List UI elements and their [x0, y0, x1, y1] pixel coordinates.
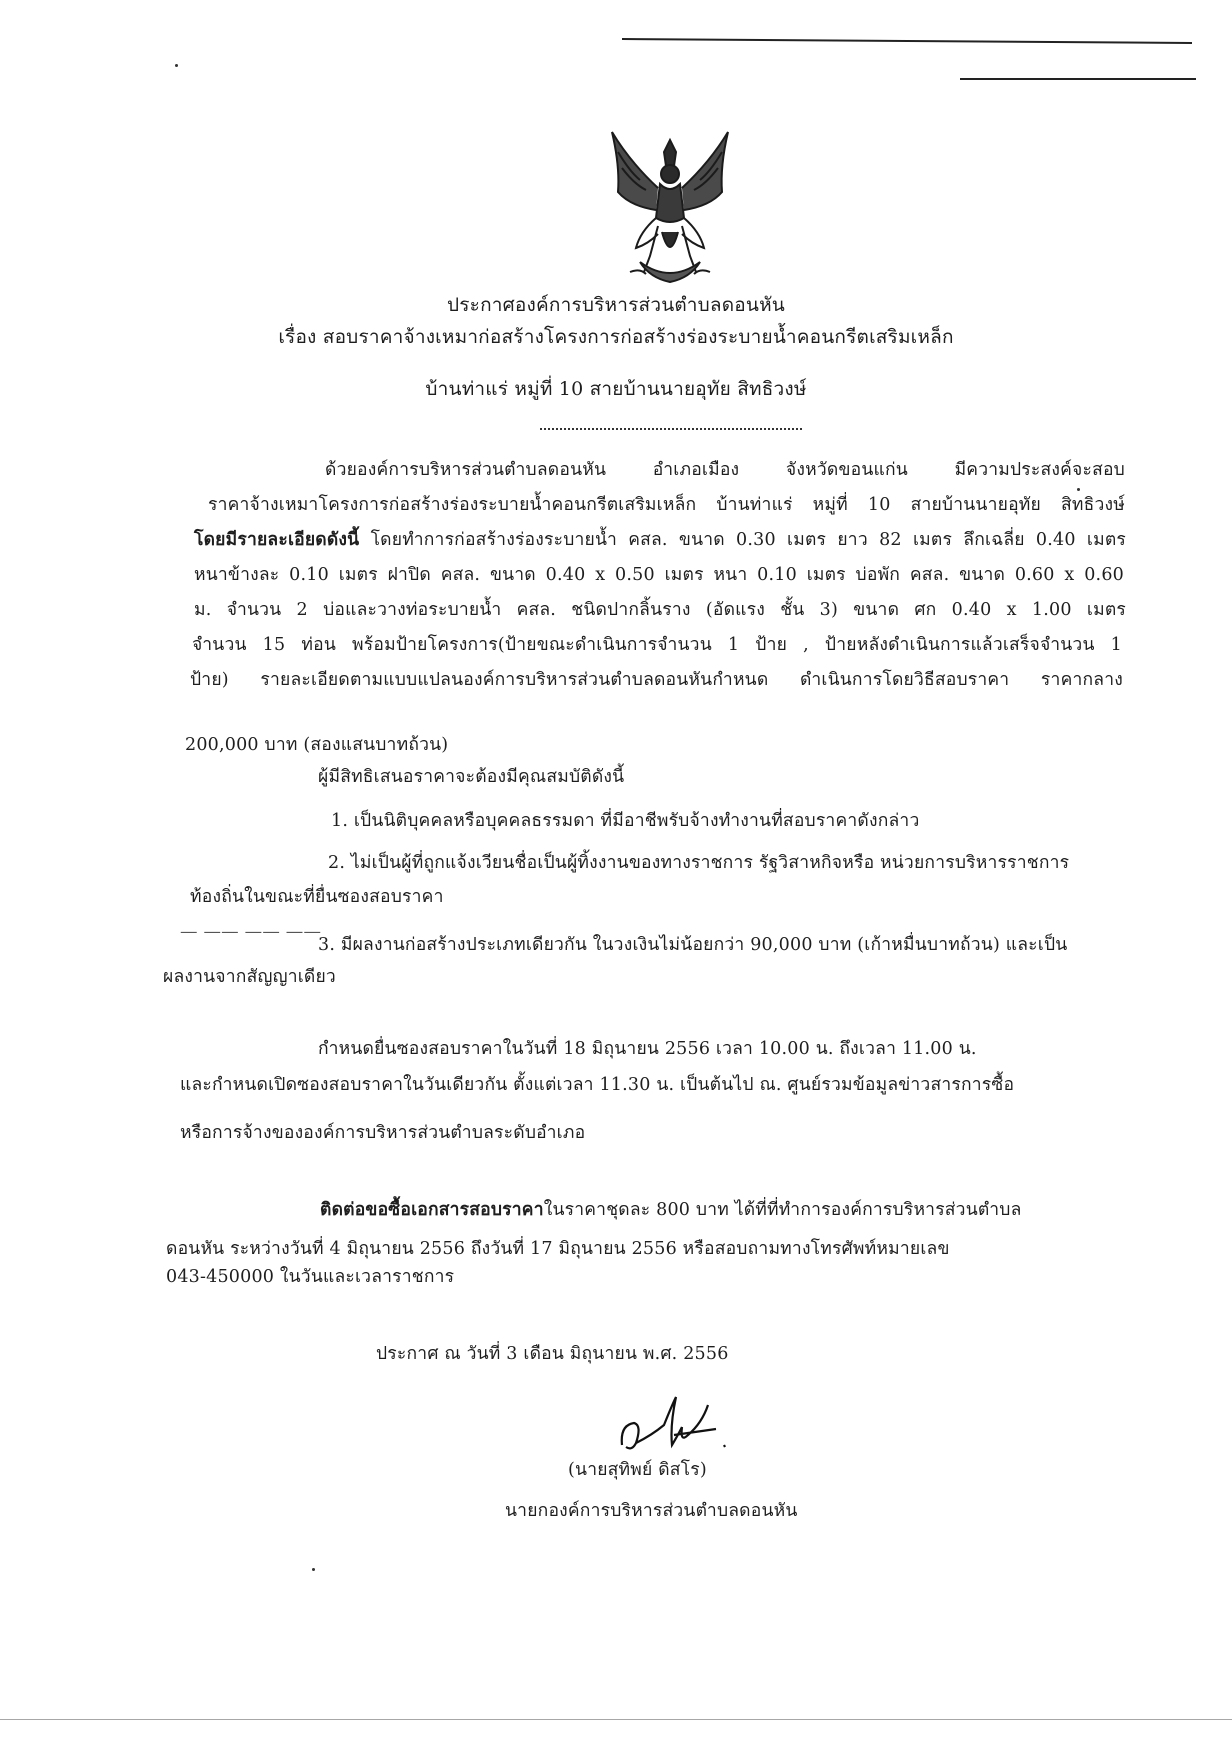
dash-mark: — —— —— —— [180, 922, 322, 942]
para2-line: หรือการจ้างขององค์การบริหารส่วนตำบลระดับอำเภอ [180, 1123, 586, 1143]
announcement-date: ประกาศ ณ วันที่ 3 เดือน มิถุนายน พ.ศ. 2556 [376, 1344, 729, 1364]
bottom-scan-rule [0, 1719, 1232, 1720]
qualification-item-1: 1. เป็นนิติบุคคลหรือบุคคลธรรมดา ที่มีอาชีพรับจ้างทำงานที่สอบราคาดังกล่าว [331, 811, 920, 831]
para1-line: ป้าย) รายละเอียดตามแบบแปลนองค์การบริหารส่วนตำบลดอนหันกำหนด ดำเนินการโดยวิธีสอบราคา ราคากลาง [190, 670, 1123, 690]
para3-line: ติดต่อขอซื้อเอกสารสอบราคาในราคาชุดละ 800 บาท ได้ที่ที่ทำการองค์การบริหารส่วนตำบล [320, 1200, 1022, 1220]
qualification-item-2: 2. ไม่เป็นผู้ที่ถูกแจ้งเวียนชื่อเป็นผู้ทิ้งงานของทางราชการ รัฐวิสาหกิจหรือ หน่วยการบริหารราชการ [328, 853, 1070, 873]
para3-bold-phrase: ติดต่อขอซื้อเอกสารสอบราคา [320, 1200, 544, 1220]
para1-line: ราคาจ้างเหมาโครงการก่อสร้างร่องระบายน้ำคอนกรีตเสริมเหล็ก บ้านท่าแร่ หมู่ที่ 10 สายบ้านนายอุทัย สิทธิวงษ์ [208, 495, 1125, 515]
qualification-item-2-cont: ท้องถิ่นในขณะที่ยื่นซองสอบราคา [190, 887, 444, 907]
para2-line: และกำหนดเปิดซองสอบราคาในวันเดียวกัน ตั้งแต่เวลา 11.30 น. เป็นต้นไป ณ. ศูนย์รวมข้อมูลข่าวสารการซื้อ [180, 1075, 1015, 1095]
announcement-title: ประกาศองค์การบริหารส่วนตำบลดอนหัน [447, 294, 785, 316]
top-scan-rule [622, 38, 1192, 44]
para1-line: ด้วยองค์การบริหารส่วนตำบลดอนหัน อำเภอเมือง จังหวัดขอนแก่น มีความประสงค์จะสอบ [325, 460, 1125, 480]
dotted-separator [540, 428, 802, 430]
signature-icon [612, 1385, 742, 1465]
announcement-location: บ้านท่าแร่ หมู่ที่ 10 สายบ้านนายอุทัย สิทธิวงษ์ [425, 378, 807, 400]
para1-line-rest: โดยทำการก่อสร้างร่องระบายน้ำ คสล. ขนาด 0.30 เมตร ยาว 82 เมตร ลึกเฉลี่ย 0.40 เมตร [370, 530, 1126, 550]
para3-line: 043-450000 ในวันและเวลาราชการ [166, 1267, 455, 1287]
para2-line: กำหนดยื่นซองสอบราคาในวันที่ 18 มิถุนายน 2556 เวลา 10.00 น. ถึงเวลา 11.00 น. [318, 1039, 977, 1059]
para1-bold-phrase: โดยมีรายละเอียดดังนี้ [194, 530, 360, 550]
qualification-heading: ผู้มีสิทธิเสนอราคาจะต้องมีคุณสมบัติดังนี้ [318, 767, 625, 787]
para3-line: ดอนหัน ระหว่างวันที่ 4 มิถุนายน 2556 ถึงวันที่ 17 มิถุนายน 2556 หรือสอบถามทางโทรศัพท์หมายเลข [166, 1239, 950, 1259]
para1-line: 200,000 บาท (สองแสนบาทถ้วน) [185, 735, 449, 755]
signer-name: (นายสุทิพย์ ดิสโร) [568, 1460, 707, 1480]
qualification-item-3-cont: ผลงานจากสัญญาเดียว [163, 967, 336, 987]
para1-line: หนาข้างละ 0.10 เมตร ฝาปิด คสล. ขนาด 0.40 x 0.50 เมตร หนา 0.10 เมตร บ่อพัก คสล. ขนาด 0.60 x 0.60 [194, 565, 1124, 585]
para1-line: จำนวน 15 ท่อน พร้อมป้ายโครงการ(ป้ายขณะดำเนินการจำนวน 1 ป้าย , ป้ายหลังดำเนินการแล้วเสร็จจำนวน 1 [192, 635, 1122, 655]
announcement-subject: เรื่อง สอบราคาจ้างเหมาก่อสร้างโครงการก่อสร้างร่องระบายน้ำคอนกรีตเสริมเหล็ก [278, 326, 954, 348]
scan-speck [175, 64, 178, 67]
para1-line [194, 525, 1126, 553]
scan-speck [312, 1568, 315, 1571]
signer-title: นายกองค์การบริหารส่วนตำบลดอนหัน [505, 1501, 798, 1521]
para1-line: ม. จำนวน 2 บ่อและวางท่อระบายน้ำ คสล. ชนิดปากลิ้นราง (อัดแรง ชั้น 3) ขนาด ศก 0.40 x 1.00 เมตร [194, 600, 1126, 620]
garuda-emblem-icon [600, 122, 740, 292]
qualification-item-3: 3. มีผลงานก่อสร้างประเภทเดียวกัน ในวงเงินไม่น้อยกว่า 90,000 บาท (เก้าหมื่นบาทถ้วน) และเป็น [318, 935, 1068, 955]
top-scan-rule-short [960, 78, 1196, 80]
